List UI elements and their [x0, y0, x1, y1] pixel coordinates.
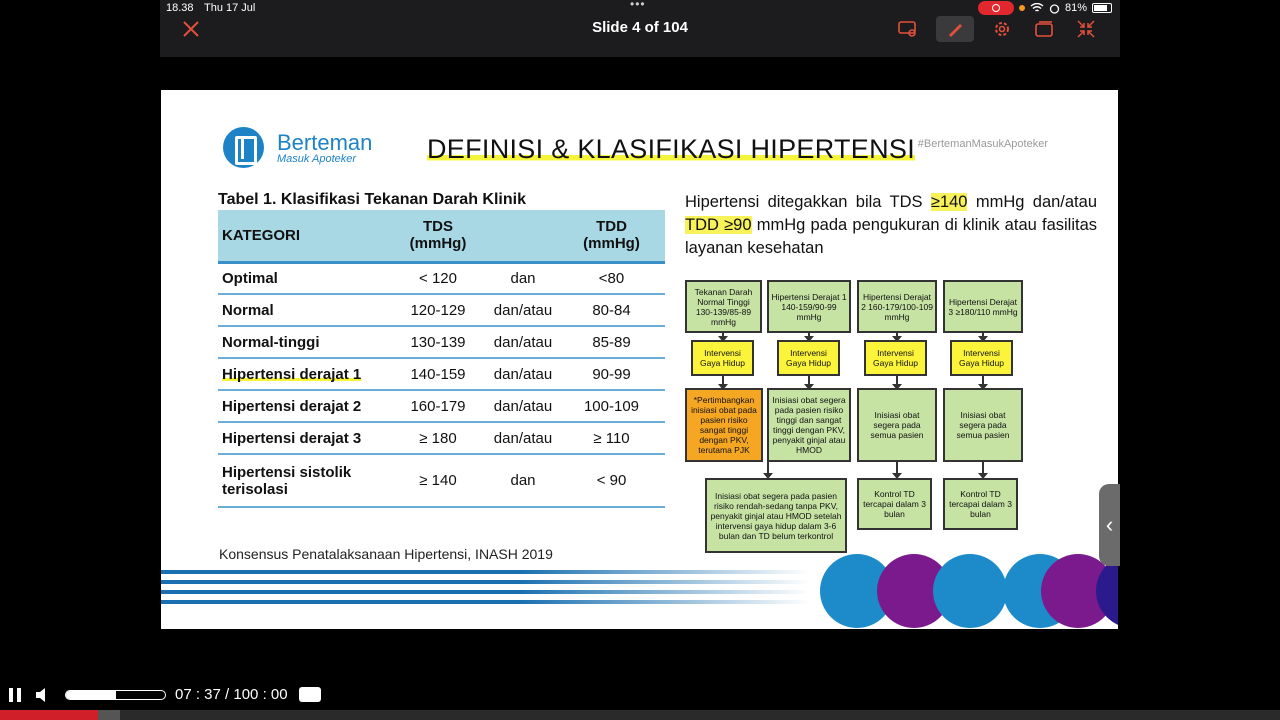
presenter-button[interactable] — [894, 16, 922, 42]
table-row: Hipertensi sistolik terisolasi ≥ 140 dan < 90 — [218, 454, 665, 507]
chevron-left-icon: ‹ — [1105, 512, 1114, 537]
flow-box-lifestyle: Intervensi Gaya Hidup — [777, 340, 840, 376]
captions-button[interactable] — [299, 687, 321, 702]
flow-box-drug-high-risk: Inisiasi obat segera pada pasien risiko tinggi dan sangat tinggi dengan PKV, penyakit ginjal atau HMOD — [767, 388, 851, 462]
pen-button[interactable] — [936, 16, 974, 42]
table-row: Normal 120-129 dan/atau 80-84 — [218, 294, 665, 326]
flow-box-drug-all: Inisiasi obat segera pada semua pasien — [857, 388, 937, 462]
flow-box-drug-low-risk: Inisiasi obat segera pada pasien risiko rendah-sedang tanpa PKV, penyakit ginjal atau HMOD setelah intervensi gaya hidup dalam 3-6 bulan dan TD belum terkontrol — [705, 478, 847, 553]
collapse-icon — [1075, 18, 1097, 40]
mic-indicator-icon — [1019, 5, 1025, 11]
volume-button[interactable] — [34, 686, 52, 704]
multitask-dots-icon[interactable]: ••• — [630, 0, 646, 11]
header-tdd: TDD (mmHg) — [558, 210, 665, 262]
header-tds: TDS (mmHg) — [388, 210, 488, 262]
berteman-logo-icon — [223, 127, 264, 168]
slide-counter: Slide 4 of 104 — [592, 19, 688, 36]
playback-time: 07 : 37 / 100 : 00 — [175, 686, 288, 703]
table-row: Normal-tinggi 130-139 dan/atau 85-89 — [218, 326, 665, 358]
flow-box-grade-2: Hipertensi Derajat 2 160-179/100-109 mmHg — [857, 280, 937, 333]
flow-box-lifestyle: Intervensi Gaya Hidup — [864, 340, 927, 376]
decorative-stripes — [161, 570, 811, 610]
flow-box-bp-control: Kontrol TD tercapai dalam 3 bulan — [943, 478, 1018, 530]
classification-table — [218, 210, 665, 508]
wifi-icon — [1030, 3, 1044, 13]
collapse-button[interactable] — [1072, 16, 1100, 42]
pen-icon — [945, 19, 965, 39]
decorative-circles — [811, 550, 1118, 629]
table-title: Tabel 1. Klasifikasi Tekanan Darah Klinik — [218, 191, 526, 208]
presentation-slide — [161, 90, 1118, 629]
table-row: Optimal < 120 dan <80 — [218, 262, 665, 294]
screen-record-icon — [978, 1, 1014, 15]
flow-box-bp-control: Kontrol TD tercapai dalam 3 bulan — [857, 478, 932, 530]
flow-box-consider-drug: *Pertimbangkan inisiasi obat pada pasien risiko sangat tinggi dengan PKV, terutama PJK — [685, 388, 763, 462]
flow-box-grade-3: Hipertensi Derajat 3 ≥180/110 mmHg — [943, 280, 1023, 333]
side-panel-handle[interactable] — [1099, 484, 1120, 566]
hashtag: #BertemanMasukApoteker — [917, 138, 1048, 150]
volume-slider[interactable] — [65, 690, 166, 700]
header-conj — [488, 210, 558, 262]
playback-progress-bar[interactable] — [0, 710, 1280, 720]
table-row: Hipertensi derajat 3 ≥ 180 dan/atau ≥ 110 — [218, 422, 665, 454]
table-row: Hipertensi derajat 1 140-159 dan/atau 90-99 — [218, 358, 665, 390]
speaker-icon — [34, 686, 52, 704]
alarm-icon — [1049, 3, 1060, 14]
flow-box-normal-high: Tekanan Darah Normal Tinggi 130-139/85-89 mmHg — [685, 280, 762, 333]
brand-name: Berteman — [277, 130, 373, 155]
presenter-icon — [897, 19, 919, 39]
status-date: Thu 17 Jul — [204, 2, 256, 14]
status-time: 18.38 — [166, 2, 194, 14]
flow-box-lifestyle: Intervensi Gaya Hidup — [950, 340, 1013, 376]
definition-text: Hipertensi ditegakkan bila TDS ≥140 mmHg dan/atau TDD ≥90 mmHg pada pengukuran di klinik atau fasilitas layanan kesehatan — [685, 193, 1098, 257]
header-category: KATEGORI — [218, 210, 388, 262]
source-citation: Konsensus Penatalaksanaan Hipertensi, INASH 2019 — [219, 546, 553, 562]
battery-icon — [1092, 3, 1112, 13]
table-row: Hipertensi derajat 2 160-179 dan/atau 100-109 — [218, 390, 665, 422]
flow-box-lifestyle: Intervensi Gaya Hidup — [691, 340, 754, 376]
window-icon — [1033, 19, 1055, 39]
battery-percent: 81% — [1064, 2, 1087, 14]
brand-subtitle: Masuk Apoteker — [277, 153, 357, 165]
settings-button[interactable] — [988, 16, 1016, 42]
window-button[interactable] — [1030, 16, 1058, 42]
flow-box-drug-all: Inisiasi obat segera pada semua pasien — [943, 388, 1023, 462]
status-bar — [160, 0, 1120, 16]
pause-button[interactable] — [9, 688, 21, 702]
player-controls — [0, 678, 1280, 720]
gear-icon — [991, 18, 1013, 40]
slide-heading: DEFINISI & KLASIFIKASI HIPERTENSI — [427, 134, 916, 164]
table-header-row — [218, 210, 665, 262]
flow-box-grade-1: Hipertensi Derajat 1 140-159/90-99 mmHg — [767, 280, 851, 333]
